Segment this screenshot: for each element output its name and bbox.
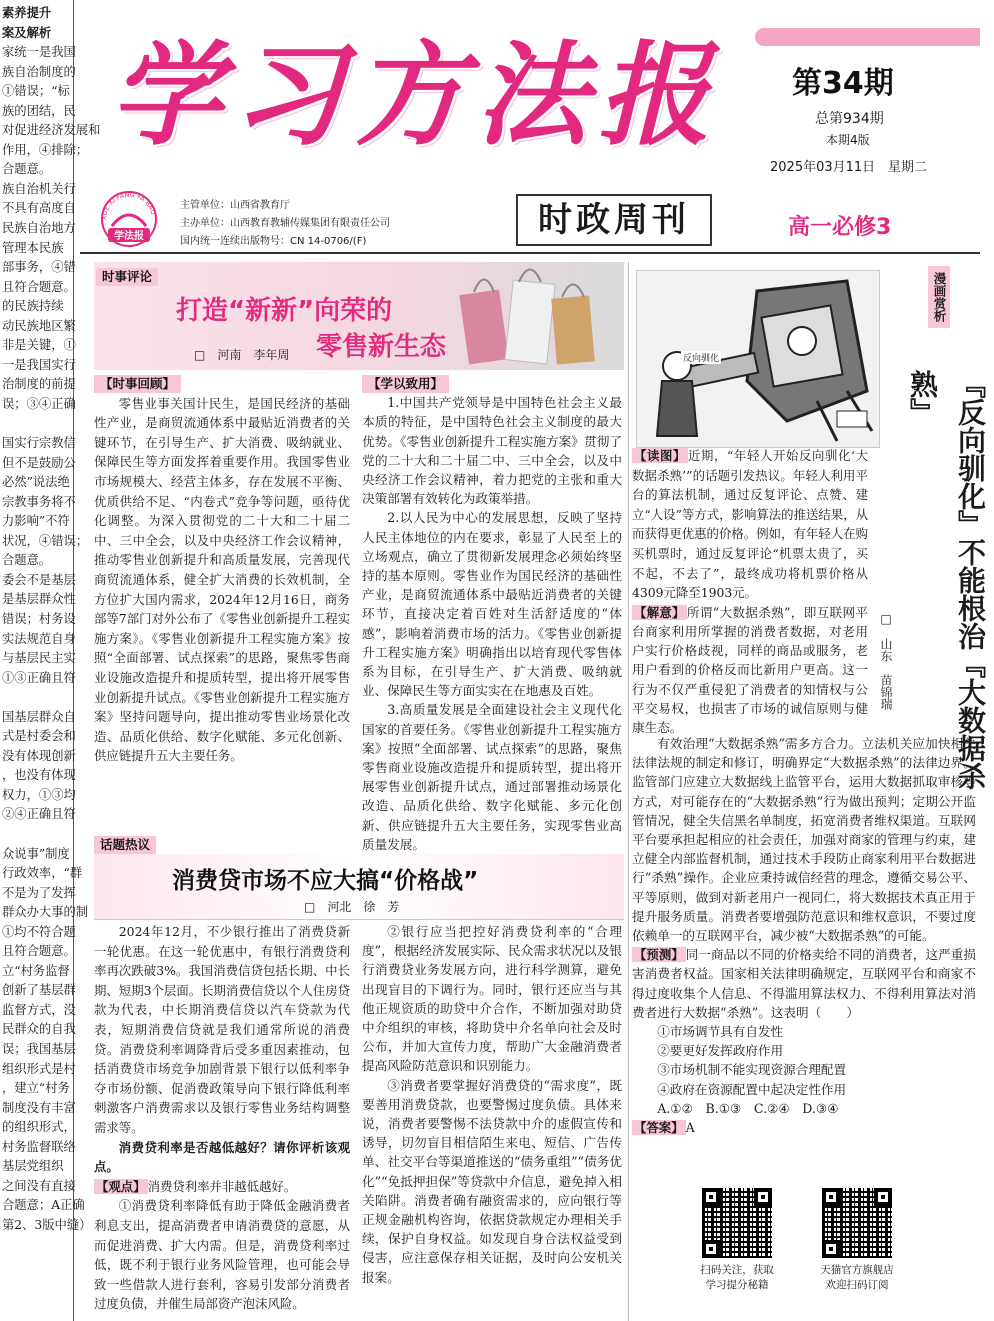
left-strip-line: 部事务，④错 — [2, 260, 76, 275]
left-strip-line: 之间没有直接 — [2, 1178, 76, 1193]
left-strip-line: 对促进经济发展和 — [2, 123, 101, 138]
left-strip-line: 制度没有丰富 — [2, 1100, 76, 1115]
pages-count: 本期4版 — [826, 133, 870, 147]
left-strip-line: 是基层群众性 — [2, 592, 76, 607]
article-bigdata-option-4: ④政府在资源配置中起决定性作用 — [657, 1081, 847, 1097]
qr-store[interactable] — [812, 1188, 902, 1292]
left-strip-line: 治制度的前提 — [2, 377, 76, 392]
article-bigdata-answer: 【答案】 A — [634, 1120, 695, 1136]
issue-date: 2025年03月11日 — [770, 160, 876, 175]
issue-weekday: 星期二 — [888, 160, 928, 175]
article-loans — [94, 834, 624, 1321]
left-strip-line: 基层党组织 — [2, 1159, 64, 1174]
left-strip-line: 错误；村务设 — [2, 611, 76, 626]
logo-emblem-icon — [98, 186, 160, 248]
article-retail-p4: 3.高质量发展是全面建设社会主义现代化国家的首要任务。《零售业创新提升工程实施方案》按照“全面部署、试点探索”的思路，聚焦零售商业设施改造提升和提质转型，提出将开展零售业创新提升试点，通过部署推动场景化改造、品质化供给、数字化赋能、多元化创新、供应链提升五大主要任务，实现零售业高质量发展。 — [362, 702, 622, 852]
left-strip-line: 的民族持续 — [2, 299, 64, 314]
left-strip-line: 村务监督联络 — [2, 1139, 76, 1154]
issue-label: 第34期 — [792, 66, 894, 101]
left-strip-line: 群众办大事的制 — [2, 905, 89, 920]
article-loans-question: 消费贷利率是否越低越好？请你评析该观点。 — [94, 1139, 350, 1175]
left-strip-line: 一是我国实行 — [2, 357, 76, 372]
article-loans-p3: ②银行应当把控好消费贷利率的“合理度”，根据经济发展实际、民众需求状况以及银行消费贷业务发展方向，进行科学测算，避免出现盲目的下调行为。同时，银行还应当与其他正规资质的助贷中介合作，不断加强对助贷中介组织的审核，将助贷中介名单向社会及时公布，并加大宣传力度，帮助广大金融消费者提高风险防范意识和识别能力。 — [362, 924, 622, 1074]
left-strip-line: 状况，④错误； — [2, 533, 89, 548]
article-loans-col-left — [94, 922, 350, 1314]
left-strip-line: 力影响”不符 — [2, 514, 70, 529]
sponsor-line: 主管单位：山西省教育厅 — [180, 200, 290, 211]
left-strip-line: 家统一是我国 — [2, 45, 76, 60]
left-strip-line: 合题意。 — [2, 162, 52, 177]
article-retail-p2: 1.中国共产党领导是中国特色社会主义最本质的特征，是中国特色社会主义制度的最大优势。《零售业创新提升工程实施方案》贯彻了党的二十大和二十届二中、三中全会，以及中央经济工作会议精神，着力把党的主张和重大决策部署有效转化为政策举措。 — [362, 395, 622, 507]
left-strip-line: 素养提升 — [2, 6, 52, 20]
newspaper-logo — [98, 186, 160, 248]
qr-follow-caption-2: 学习提分秘籍 — [705, 1279, 769, 1291]
article-bigdata-option-1: ①市场调节具有自发性 — [657, 1024, 784, 1040]
cn-number: 国内统一连续出版物号：CN 14-0706/(F) — [180, 236, 367, 247]
article-bigdata-narrow — [632, 446, 868, 737]
left-strip-line: 族自治制度的 — [2, 64, 76, 79]
left-strip-line: 案及解析 — [2, 25, 52, 40]
left-strip-line: 合题意。 — [2, 553, 52, 568]
left-strip-line: 创新了基层群 — [2, 983, 76, 998]
left-strip-line: 立“村务监督 — [2, 963, 70, 978]
left-strip-line: 误；我国基层 — [2, 1041, 76, 1056]
qr-store-caption-1: 天猫官方旗舰店 — [820, 1264, 894, 1276]
left-strip-line: ，建立“村务 — [2, 1081, 70, 1096]
logo-arc-text: XUE XI FANG FA BAO — [99, 190, 158, 221]
qr-follow-caption-1: 扫码关注，获取 — [700, 1264, 774, 1276]
article-retail-col-left — [94, 374, 350, 766]
left-strip-line: 式是村委会和 — [2, 729, 76, 744]
left-strip-line: ②④正确且符 — [2, 807, 76, 822]
masthead-title: 学习方法报 — [110, 30, 720, 161]
left-strip-line — [2, 825, 73, 845]
article-retail-sub1: 【时事回顾】 — [94, 374, 350, 394]
left-strip-line: 必然”说法绝 — [2, 475, 70, 490]
grade-label: 高一必修3 — [788, 215, 892, 240]
left-strip-line — [2, 688, 73, 708]
left-strip-line: 且符合题意。 — [2, 279, 76, 294]
left-strip-line: 民群众的自我 — [2, 1022, 76, 1037]
masthead — [80, 0, 980, 255]
left-strip-line: 管理本民族 — [2, 240, 64, 255]
article-bigdata-full — [632, 734, 976, 1137]
reverse-taming-cartoon-icon — [637, 271, 881, 449]
left-strip-line: 监督方式，没 — [2, 1002, 76, 1017]
left-strip-line: 第2、3版中缝） — [2, 1217, 92, 1232]
left-strip-line: 实法规范自身 — [2, 631, 76, 646]
left-strip-line: ①错误；“标 — [2, 84, 70, 99]
article-retail-banner — [94, 262, 624, 370]
article-loans-p4: ③消费者要掌握好消费贷的“需求度”，既要善用消费贷款，也要警惕过度负债。具体来说，消费者要警惕不法贷款中介的虚假宣传和诱导，切勿盲目相信陌生来电、短信、广告传单、社交平台等渠道推送的“债务重组”“债务优化”“免抵押担保”等贷款中介信息，避免掉入相关陷阱。消费者确有融资需求的，应向银行等正规金融机构咨询，依据贷款规定办理相关手续，保护自身权益。如发现自身合法权益受到侵害，应注意保存相关证据，及时向公安机关报案。 — [362, 1077, 622, 1285]
left-strip-line: 没有体现创新 — [2, 748, 76, 763]
article-loans-view: 【观点】 消费贷利率并非越低越好。 — [96, 1178, 297, 1194]
left-strip-line: 组织形式是村 — [2, 1061, 76, 1076]
article-loans-col-right — [362, 922, 622, 1287]
left-strip-line: 动民族地区繁 — [2, 318, 76, 333]
left-strip-line: 误；③④正确 — [2, 396, 76, 411]
cartoon-label: 反向驯化 — [681, 351, 721, 364]
left-strip-line: ①均不符合题 — [2, 924, 76, 939]
article-bigdata-tag: 漫画赏析 — [928, 266, 950, 328]
left-strip-line: 权力，①③均 — [2, 787, 76, 802]
article-bigdata-read: 【读图】 近期，“年轻人开始反向驯化‘大数据杀熟’”的话题引发热议。年轻人利用平台的算法机制，通过反复评论、点赞、建立“人设”等方式，影响算法的推送结果，从而获得更优惠的价格。例如，有年轻人在购买机票时，通过反复评论“机票太贵了，买不起，不去了”，最终成功将机票价格从4309元降至1903元。 — [632, 448, 868, 601]
cartoon-image — [636, 270, 880, 448]
left-strip-line: 但不是鼓励公 — [2, 455, 76, 470]
left-strip-line: ，也没有体现 — [2, 768, 76, 783]
article-bigdata-p1: 有效治理“大数据杀熟”需多方合力。立法机关应加快相关法律法规的制定和修订，明确界定“大数据杀熟”的法律边界。监管部门应建立大数据线上监管平台，运用大数据抓取审核等方式，对可能存在的“大数据杀熟”行为做出预判；定期公开监管情况，健全失信黑名单制度，拓宽消费者维权渠道。互联网平台要承担起相应的社会责任，加强对商家的管理与约束，建立健全内部监督机制，通过技术手段防止商家利用平台数据进行“杀熟”操作。企业应秉持诚信经营的理念，遵循交易公平、平等原则，做到对新老用户一视同仁，将大数据技术真正用于提升服务质量。消费者要增强防范意识和维权意识，不要过度依赖单一的互联网平台，减少被“大数据杀熟”的可能。 — [632, 736, 976, 944]
shopping-bags-icon — [424, 262, 624, 370]
left-strip-line: 宗教事务将不 — [2, 494, 76, 509]
qr-follow[interactable] — [694, 1188, 780, 1292]
article-retail-p1: 零售业事关国计民生，是国民经济的基础性产业，是商贸流通体系中最贴近消费者的关键环节，在引导生产、扩大消费、吸纳就业、保障民生等方面发挥着重要作用。我国零售业市场规模大、经营主体多，存在发展不平衡、优质供给不足、“内卷式”竞争等问题，亟待优化调整。为深入贯彻党的二十大和二十届二中、三中全会，以及中央经济工作会议精神，推动零售业创新提升和高质量发展，完善现代商贸流通体系，健全扩大消费的长效机制，全方位扩大国内需求，2024年12月16日，商务部等7部门对外公布了《零售业创新提升工程实施方案》。《零售业创新提升工程实施方案》按照“全面部署、试点探索”的思路，聚焦零售商业设施改造提升和提质转型，提出将开展零售业创新提升试点。《零售业创新提升工程实施方案》坚持问题导向，提出推动零售业场景化改造、品质化供给、数字化赋能、多元化创新、供应链提升五大主要任务。 — [94, 395, 350, 764]
article-retail-col-right — [362, 374, 622, 854]
left-strip-line: 国基层群众自 — [2, 709, 76, 724]
article-loans-p1: 2024年12月，不少银行推出了消费贷新一轮优惠。在这一轮优惠中，有银行消费贷利率再次跌破3%。我国消费信贷包括长期、中长期、短期3个层面。长期消费信贷以个人住房贷款为代表，中长期消费信贷以汽车贷款为代表，短期消费信贷就是我们通常所说的消费贷。消费贷利率调降背后受多重因素推动，包括消费贷市场竞争加剧背景下银行以低利率争夺市场份额、促消费政策导向下银行降低利率刺激客户消费需求以及银行零售业务结构调整需求等。 — [94, 924, 350, 1135]
total-issue: 总第934期 — [815, 111, 884, 127]
qr-store-code-icon[interactable] — [822, 1188, 892, 1258]
article-retail-title-line2: 零售新生态 — [316, 332, 447, 362]
left-strip-line: 国实行宗教信 — [2, 436, 76, 451]
article-retail-byline: □ 河南 李年周 — [194, 348, 290, 362]
left-strip-line: ①③正确且符 — [2, 670, 76, 685]
left-strip-line: 且符合题意。 — [2, 944, 76, 959]
article-retail-sub2: 【学以致用】 — [362, 374, 622, 393]
left-strip-line: 非是关键，① — [2, 338, 76, 353]
article-loans-byline: □ 河北 徐 芳 — [304, 900, 400, 914]
article-bigdata-option-2: ②要更好发挥政府作用 — [657, 1043, 784, 1059]
article-bigdata-explain: 【解意】 所谓“大数据杀熟”，即互联网平台商家利用所掌握的消费者数据，对老用户实行价格歧视，同样的商品或服务，老用户看到的价格反而比新用户更高。这一行为不仅严重侵犯了消费者的知情权与公平交易权，也损害了市场的诚信原则与健康生态。 — [632, 604, 868, 735]
left-strip-line: 委会不是基层 — [2, 572, 76, 587]
left-strip-line: 合题意；A正确 — [2, 1198, 85, 1213]
masthead-rule — [80, 252, 980, 254]
masthead-pink-bar — [755, 28, 980, 46]
left-strip-line: 作用，④排除； — [2, 142, 89, 157]
left-strip-line: 的组织形式， — [2, 1120, 76, 1135]
publisher-line: 主办单位：山西教育教辅传媒集团有限责任公司 — [180, 218, 390, 229]
left-strip-line: 民族自治地方 — [2, 221, 76, 236]
left-strip-line: 族自治机关行 — [2, 181, 76, 196]
article-loans-title: 消费贷市场不应大搞“价格战” — [172, 868, 479, 894]
article-bigdata-predict: 【预测】 同一商品以不同的价格卖给不同的消费者，这严重损害消费者权益。国家相关法律明确规定，互联网平台和商家不得过度收集个人信息、不得滥用算法权力、不得利用算法对消费者进行大数据“杀熟”。这表明（ ） — [632, 947, 977, 1020]
logo-text: 学法报 — [114, 231, 144, 242]
section-name: 时政周刊 — [516, 194, 712, 246]
article-bigdata-option-3: ③市场机制不能实现资源合理配置 — [657, 1062, 847, 1078]
qr-store-caption-2: 欢迎扫码订阅 — [825, 1279, 889, 1291]
article-bigdata-choices: A.①② B.①③ C.②④ D.③④ — [657, 1100, 839, 1116]
article-bigdata-byline: □ 山东 苗锦瑞 — [879, 612, 893, 710]
left-strip-line: 不是为了发挥 — [2, 885, 76, 900]
qr-follow-code-icon[interactable] — [702, 1188, 772, 1258]
column-divider — [628, 262, 629, 1321]
left-strip — [0, 0, 101, 1321]
left-strip-lines — [0, 0, 101, 1235]
article-retail-p3: 2.以人民为中心的发展思想，反映了坚持人民主体地位的内在要求，彰显了人民至上的立场观点，确立了贯彻新发展理念必须始终坚持的基本原则。零售业作为国民经济的基础性产业，是商贸流通体系中最贴近消费者的关键环节，直接决定着百姓对生活舒适度的“体感”，影响着消费市场的活力。《零售业创新提升工程实施方案》明确指出以培育现代零售体系为目标，在引导生产、扩大消费、吸纳就业、保障民生等方面实实在在地惠及百姓。 — [362, 510, 622, 699]
article-bigdata — [632, 262, 987, 1321]
left-strip-line: 众说事”制度 — [2, 846, 70, 861]
left-strip-line: 族的团结，民 — [2, 103, 76, 118]
article-retail-title-line1: 打造“新新”向荣的 — [176, 296, 393, 326]
article-loans-p2: ①消费贷利率降低有助于降低金融消费者利息支出，提高消费者申请消费贷的意愿，从而促进消费、扩大内需。但是，消费贷利率过低，既不利于银行业务风险管理，也可能会导致一些借款人进行套利，容易引发部分消费者过度负债，并催生局部资产泡沫风险。 — [94, 1198, 350, 1312]
article-retail-tag: 时事评论 — [96, 266, 158, 286]
article-bigdata-title: 『反向驯化』不能根治『大数据杀熟』 — [906, 370, 987, 790]
left-strip-line: 与基层民主实 — [2, 651, 76, 666]
article-loans-tag: 话题热议 — [94, 834, 156, 854]
left-strip-line: 行政效率，“群 — [2, 866, 83, 881]
left-strip-line: 不具有高度自 — [2, 201, 76, 216]
left-strip-line — [2, 414, 73, 434]
